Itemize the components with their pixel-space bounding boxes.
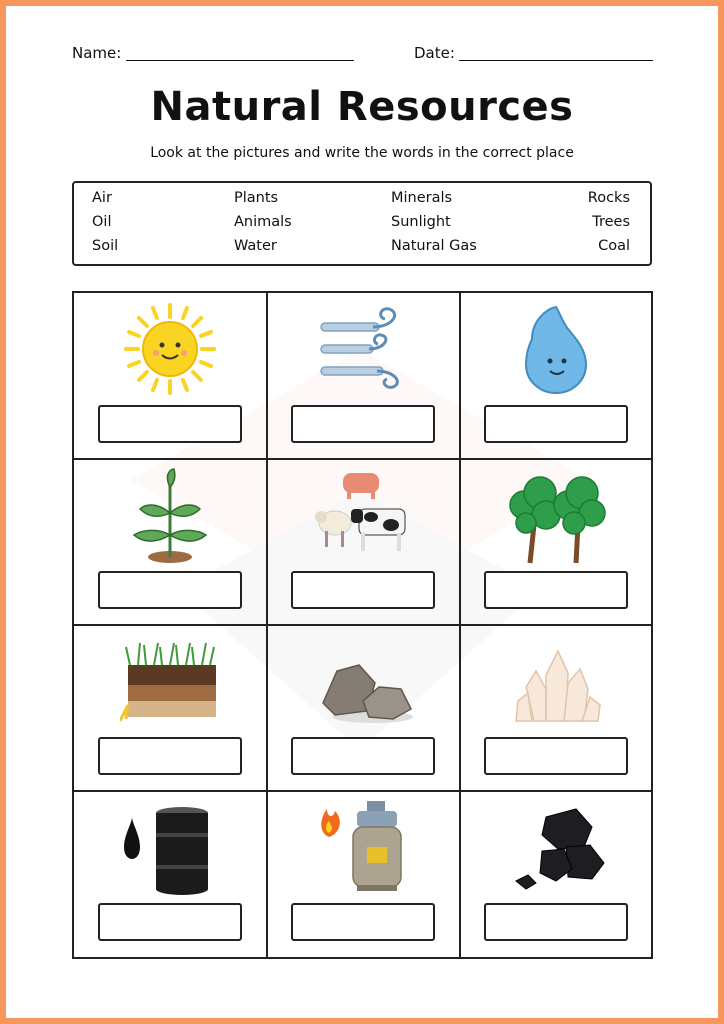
picture-cell [74, 625, 267, 791]
answer-box[interactable] [484, 903, 628, 941]
trees-icon [506, 465, 606, 565]
gas-cylinder-icon [313, 797, 413, 897]
date-field[interactable] [459, 60, 653, 61]
rocks-icon [313, 631, 413, 731]
sun-icon [120, 299, 220, 399]
instructions: Look at the pictures and write the words in the correct place [150, 145, 574, 161]
picture-grid [72, 291, 653, 959]
word-bank-item: Animals [234, 214, 292, 230]
answer-box[interactable] [291, 571, 435, 609]
picture-cell [267, 459, 460, 625]
date-label: Date: [414, 44, 455, 62]
crystals-icon [506, 631, 606, 731]
picture-cell [74, 459, 267, 625]
word-bank-item: Soil [92, 238, 119, 254]
picture-cell [460, 625, 653, 791]
word-bank-item: Sunlight [391, 214, 451, 230]
word-bank-item: Water [234, 238, 277, 254]
answer-box[interactable] [291, 405, 435, 443]
word-bank-item: Trees [592, 214, 630, 230]
word-bank-item: Oil [92, 214, 112, 230]
word-bank-item: Rocks [587, 190, 630, 206]
coal-icon [506, 797, 606, 897]
answer-box[interactable] [98, 737, 242, 775]
word-bank-item: Natural Gas [391, 238, 477, 254]
answer-box[interactable] [484, 571, 628, 609]
farm-animals-icon [313, 465, 413, 565]
name-label: Name: [72, 44, 122, 62]
picture-cell [74, 791, 267, 957]
page-title: Natural Resources [150, 84, 574, 130]
answer-box[interactable] [98, 571, 242, 609]
picture-cell [267, 293, 460, 459]
answer-box[interactable] [291, 737, 435, 775]
oil-barrel-icon [120, 797, 220, 897]
picture-cell [267, 625, 460, 791]
word-bank-item: Plants [234, 190, 279, 206]
word-bank-item: Minerals [391, 190, 453, 206]
wind-icon [313, 299, 413, 399]
answer-box[interactable] [291, 903, 435, 941]
word-bank-item: Air [92, 190, 112, 206]
water-drop-icon [506, 299, 606, 399]
answer-box[interactable] [484, 737, 628, 775]
picture-cell [460, 293, 653, 459]
plant-icon [120, 465, 220, 565]
word-bank-item: Coal [598, 238, 630, 254]
word-bank [72, 181, 652, 266]
picture-cell [267, 791, 460, 957]
picture-cell [74, 293, 267, 459]
soil-layers-icon [120, 631, 220, 731]
answer-box[interactable] [98, 903, 242, 941]
picture-cell [460, 459, 653, 625]
answer-box[interactable] [98, 405, 242, 443]
answer-box[interactable] [484, 405, 628, 443]
name-field[interactable] [126, 60, 354, 61]
picture-cell [460, 791, 653, 957]
